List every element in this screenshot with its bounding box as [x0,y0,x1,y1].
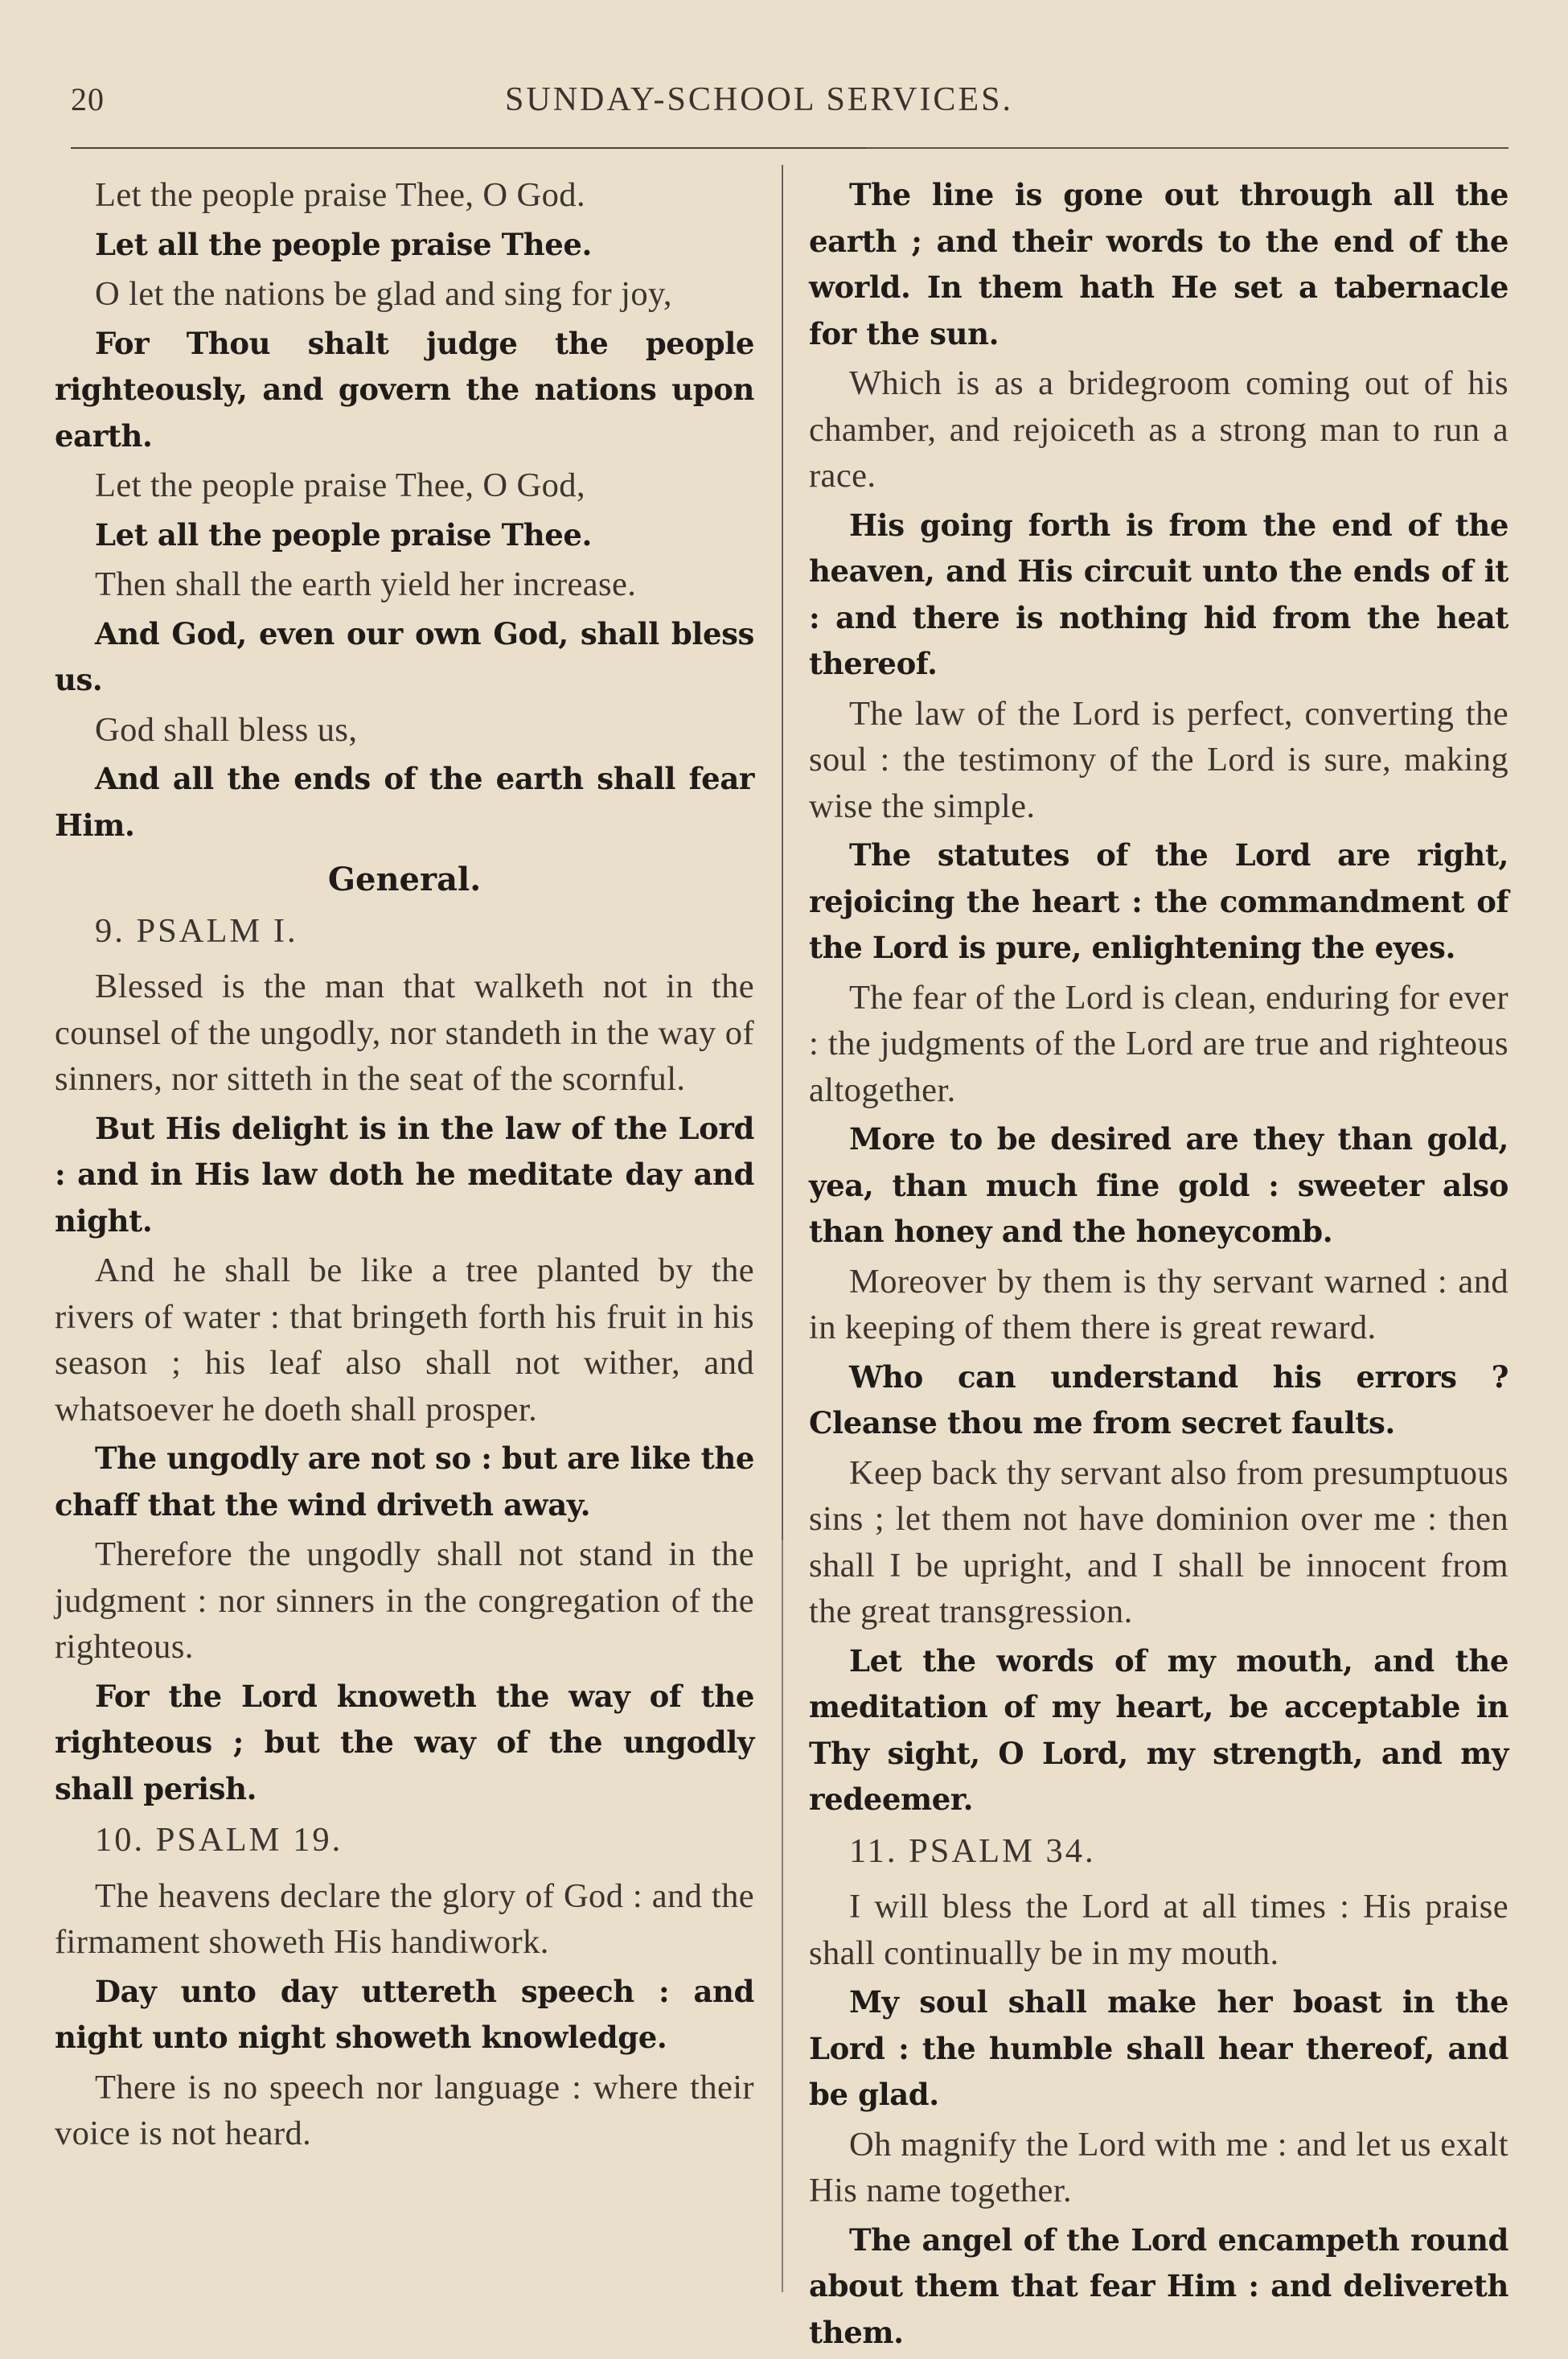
verse-reading: The fear of the Lord is clean, enduring for ever : the judgments of the Lord are true and righteous altogether. [809,978,1508,1109]
verse-reading: There is no speech nor language : where their voice is not heard. [55,2068,754,2152]
verse-reading: The heavens declare the glory of God : and the firmament showeth His handiwork. [55,1876,754,1961]
left-column [55,172,754,2160]
verse-reading: Which is as a bridegroom coming out of his chamber, and rejoiceth as a strong man to run a race. [809,364,1508,495]
verse-reading: Moreover by them is thy servant warned : and in keeping of them there is great reward. [809,1262,1508,1346]
header-rule-left [71,147,868,149]
running-title: SUNDAY-SCHOOL SERVICES. [505,81,1013,118]
header-rule-right [867,147,1508,149]
right-column [809,172,1508,2359]
page-header [71,80,1502,137]
verse-reading: Therefore the ungodly shall not stand in the judgment : nor sinners in the congregation of the righteous. [55,1535,754,1666]
verse-response: And all the ends of the earth shall fear Him. [55,761,754,843]
verse-response: Who can understand his errors ? Cleanse thou me from secret faults. [809,1358,1508,1440]
verse-reading: Keep back thy servant also from presumptuous sins ; let them not have dominion over me : then shall I be upright, and I shall be innocent from the great transgression. [809,1453,1508,1630]
page-number: 20 [71,81,105,117]
verse-response: More to be desired are they than gold, yea, than much fine gold : sweeter also than honey and the honeycomb. [809,1121,1508,1249]
verse-response: But His delight is in the law of the Lord : and in His law doth he meditate day and night. [55,1110,754,1239]
verse-reading: God shall bless us, [95,710,358,749]
verse-reading: Oh magnify the Lord with me : and let us exalt His name together. [809,2125,1508,2209]
verse-reading: O let the nations be glad and sing for joy, [95,275,672,313]
verse-reading: The law of the Lord is perfect, converting the soul : the testimony of the Lord is sure, making wise the simple. [809,694,1508,825]
verse-reading: Let the people praise Thee, O God. [95,176,585,214]
verse-response: The statutes of the Lord are right, rejoicing the heart : the commandment of the Lord is pure, enlightening the eyes. [809,837,1508,965]
verse-response: The angel of the Lord encampeth round about them that fear Him : and delivereth them. [809,2221,1508,2350]
section-heading: General. [327,861,482,898]
psalm-title: 9. PSALM I. [95,911,298,950]
verse-response: His going forth is from the end of the heaven, and His circuit unto the ends of it : and there is nothing hid from the heat thereof. [809,507,1508,681]
verse-response: The ungodly are not so : but are like the chaff that the wind driveth away. [55,1440,754,1523]
verse-reading: Let the people praise Thee, O God, [95,466,585,504]
verse-response: Let the words of my mouth, and the meditation of my heart, be acceptable in Thy sight, O Lord, my strength, and my redeemer. [809,1642,1508,1817]
psalm-title: 10. PSALM 19. [95,1821,343,1859]
verse-response: Day unto day uttereth speech : and night unto night showeth knowledge. [55,1973,754,2055]
verse-response: My soul shall make her boast in the Lord : the humble shall hear thereof, and be glad. [809,1984,1508,2112]
verse-response: The line is gone out through all the earth ; and their words to the end of the world. In them hath He set a tabernacle for the sun. [809,177,1508,351]
verse-response: Let all the people praise Thee. [95,516,592,553]
verse-reading: I will bless the Lord at all times : His praise shall continually be in my mouth. [809,1888,1508,1972]
column-divider-lower [782,1540,783,2292]
verse-reading: And he shall be like a tree planted by the rivers of water : that bringeth forth his fruit in his season ; his leaf also shall not wither, and whatsoever he doeth shall prosper. [55,1251,754,1428]
column-divider [782,165,783,1540]
verse-response: For the Lord knoweth the way of the righteous ; but the way of the ungodly shall perish. [55,1678,754,1806]
psalm-title: 11. PSALM 34. [849,1831,1096,1870]
verse-reading: Blessed is the man that walketh not in the counsel of the ungodly, nor standeth in the way of sinners, nor sitteth in the seat of the scornful. [55,968,754,1098]
verse-response: And God, even our own God, shall bless us. [55,615,754,697]
verse-response: For Thou shalt judge the people righteously, and govern the nations upon earth. [55,325,754,454]
verse-reading: Then shall the earth yield her increase. [95,565,637,603]
verse-response: Let all the people praise Thee. [95,226,592,262]
